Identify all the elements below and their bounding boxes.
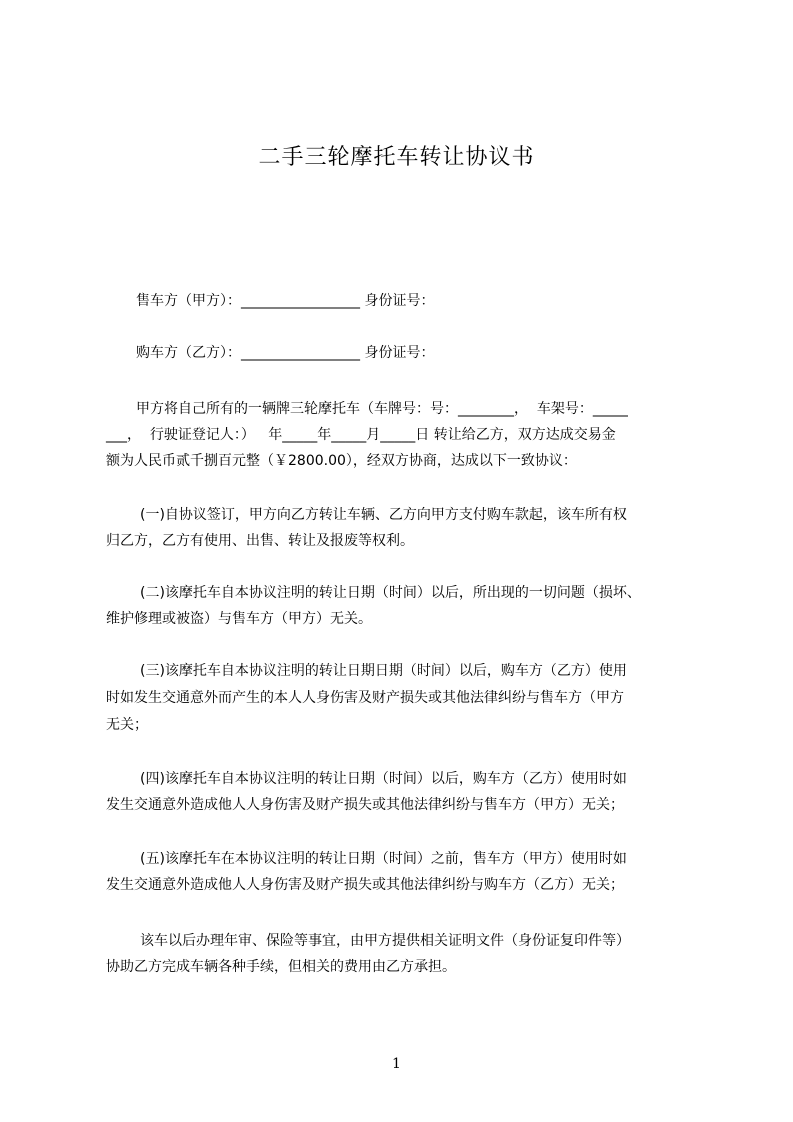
clause-2-line-2: 维护修理或被盗）与售车方（甲方）无关。 — [106, 611, 372, 627]
clause-3-line-3: 无关； — [106, 717, 148, 733]
clause-3-line-1: (三)该摩托车自本协议注明的转让日期日期（时间）以后，购车方（乙方）使用 — [140, 663, 627, 679]
intro-line-1: 甲方将自己所有的一辆牌三轮摩托车（车牌号：号：________， 车架号：_____ — [136, 401, 628, 417]
intro-line-3: 额为人民币贰千捌百元整（￥2800.00），经双方协商，达成以下一致协议： — [106, 453, 577, 469]
seller-line: 售车方（甲方）：_________________ 身份证号： — [136, 293, 435, 309]
clause-4-line-1: (四)该摩托车自本协议注明的转让日期（时间）以后，购车方（乙方）使用时如 — [140, 771, 627, 787]
clause-3-line-2: 时如发生交通意外而产生的本人人身伤害及财产损失或其他法律纠纷与售车方（甲方 — [106, 690, 624, 706]
clause-5-line-2: 发生交通意外造成他人人身伤害及财产损失或其他法律纠纷与购车方（乙方）无关； — [106, 877, 624, 893]
clause-2-line-1: (二)该摩托车自本协议注明的转让日期（时间）以后，所出现的一切问题（损坏、 — [140, 585, 641, 601]
clause-1-line-1: (一)自协议签订，甲方向乙方转让车辆、乙方向甲方支付购车款起，该车所有权 — [140, 507, 627, 523]
clause-1-line-2: 归乙方，乙方有使用、出售、转让及报废等权利。 — [106, 533, 414, 549]
document-title: 二手三轮摩托车转让协议书 — [258, 145, 535, 170]
buyer-line: 购车方（乙方）：_________________ 身份证号： — [136, 345, 435, 361]
page-number: 1 — [392, 1056, 401, 1072]
clause-4-line-2: 发生交通意外造成他人人身伤害及财产损失或其他法律纠纷与售车方（甲方）无关； — [106, 797, 624, 813]
closing-line-2: 协助乙方完成车辆各种手续，但相关的费用由乙方承担。 — [106, 959, 456, 975]
closing-line-1: 该车以后办理年审、保险等事宜，由甲方提供相关证明文件（身份证复印件等） — [140, 933, 630, 949]
intro-line-2: ___， 行驶证登记人：） 年_____年_____月_____日 转让给乙方，双方达成交易金 — [106, 427, 616, 443]
clause-5-line-1: (五)该摩托车在本协议注明的转让日期（时间）之前，售车方（甲方）使用时如 — [140, 851, 627, 867]
